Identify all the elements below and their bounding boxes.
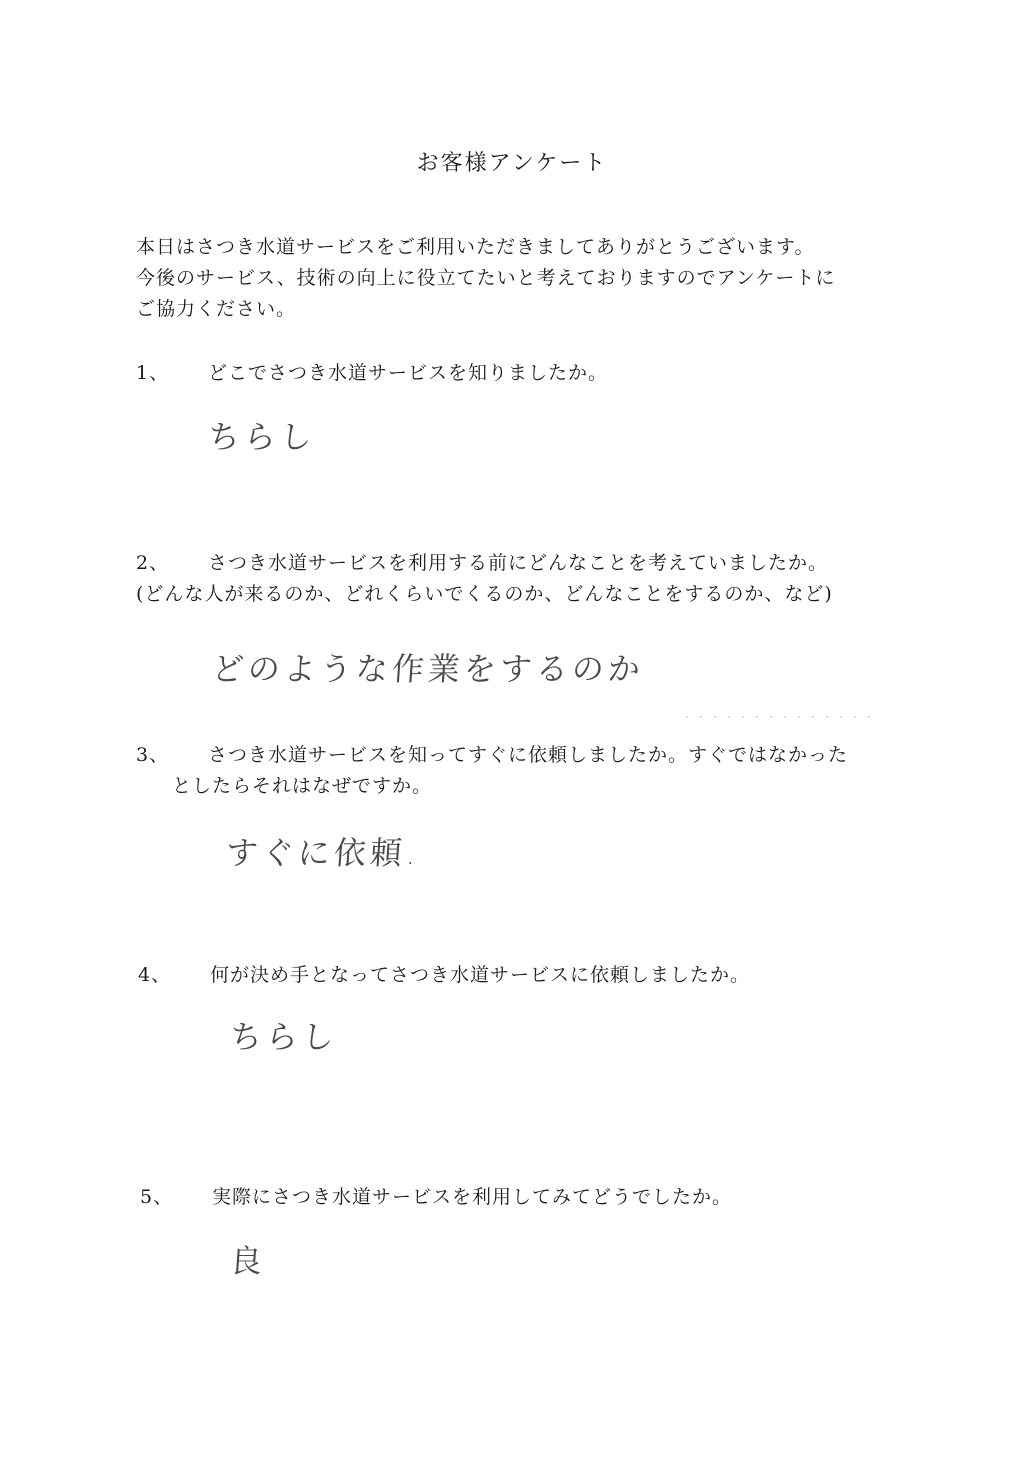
question-number: 2、 (136, 552, 170, 574)
intro-text (136, 232, 916, 325)
question-3 (136, 740, 848, 802)
handwritten-answer-5: 良 (228, 1242, 268, 1280)
question-text: 実際にさつき水道サービスを利用してみてどうでしたか。 (212, 1186, 733, 1208)
question-number: 1、 (136, 362, 170, 384)
question-number: 5、 (140, 1186, 174, 1208)
question-number: 3、 (136, 744, 170, 766)
handwritten-answer-2: どのような作業をするのか (210, 650, 646, 688)
question-number: 4、 (138, 964, 172, 986)
question-text: 何が決め手となってさつき水道サービスに依頼しましたか。 (210, 964, 751, 986)
intro-line: 本日はさつき水道サービスをご利用いただきましてありがとうございます。 (136, 236, 815, 258)
question-4 (138, 960, 750, 991)
scan-noise (680, 716, 870, 718)
question-text-line2: (どんな人が来るのか、どれくらいでくるのか、どんなことをするのか、など) (136, 583, 833, 605)
handwritten-answer-1: ちらし (206, 418, 318, 456)
question-text-line2: としたらそれはなぜですか。 (172, 775, 433, 797)
question-text: さつき水道サービスを知ってすぐに依頼しましたか。すぐではなかった (208, 744, 849, 766)
intro-line: 今後のサービス、技術の向上に役立てたいと考えておりますのでアンケートに (136, 267, 836, 289)
intro-line: ご協力ください。 (136, 298, 297, 320)
question-5 (140, 1182, 732, 1213)
question-text: さつき水道サービスを利用する前にどんなことを考えていましたか。 (208, 552, 829, 574)
page-title: お客様アンケート (416, 151, 608, 176)
question-1 (136, 358, 608, 389)
question-2 (136, 548, 833, 610)
question-text: どこでさつき水道サービスを知りましたか。 (208, 362, 609, 384)
handwritten-answer-4: ちらし (228, 1018, 340, 1056)
handwritten-answer-3: すぐに依頼. (224, 834, 422, 872)
